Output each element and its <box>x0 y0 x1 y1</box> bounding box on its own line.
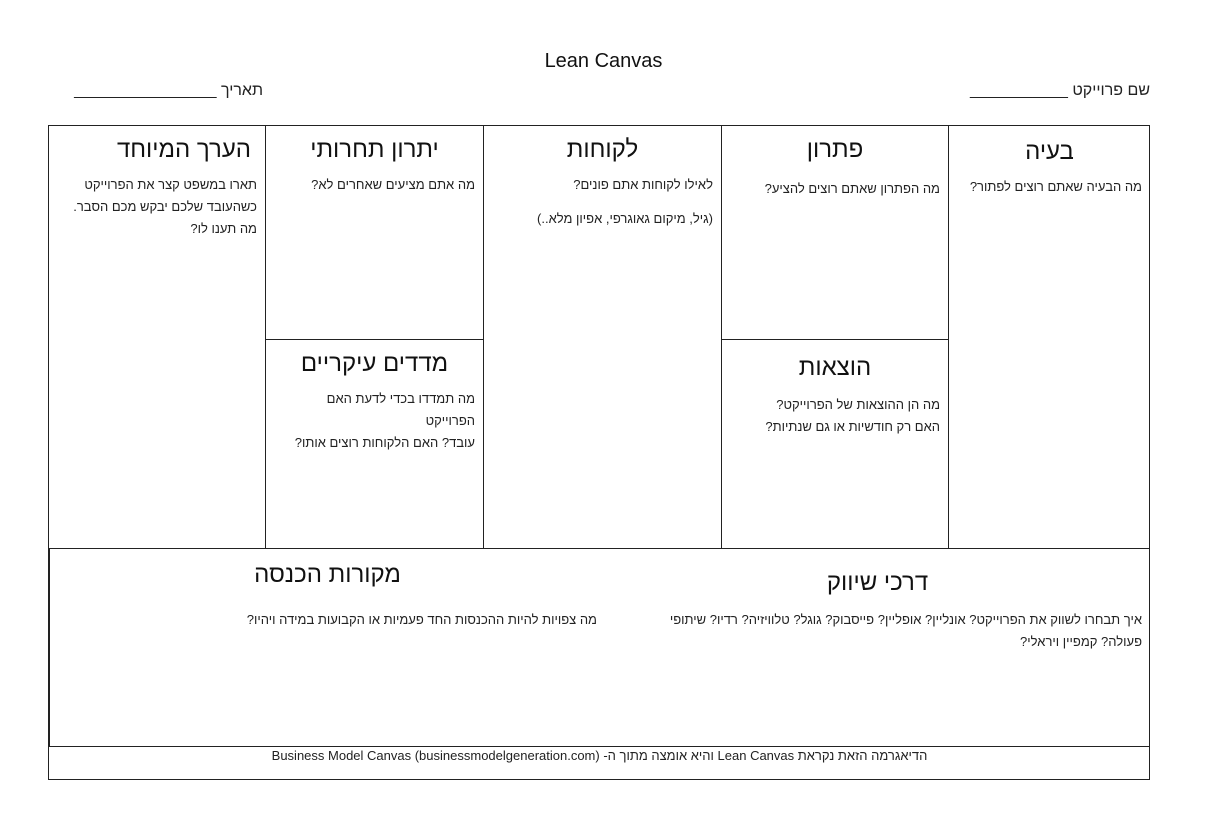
date-field[interactable]: תאריך ________________ <box>74 82 263 99</box>
cell-prompt: מה תמדדו בכדי לדעת האם הפרוייקט <box>326 391 475 428</box>
project-name-field[interactable]: שם פרוייקט ___________ <box>970 82 1150 99</box>
cell-prompt: מה אתם מציעים שאחרים לא? <box>311 177 475 192</box>
cell-competitive-advantage[interactable] <box>265 126 483 340</box>
cell-revenue[interactable] <box>49 548 605 746</box>
cell-prompt: (גיל, מיקום גאוגרפי, אפיון מלא..) <box>537 211 713 226</box>
cell-prompt: מה צפויות להיות ההכנסות החד פעמיות או הקבועות במידה ויהיו? <box>246 612 597 627</box>
cell-prompt: מה הן ההוצאות של הפרוייקט? <box>776 397 940 412</box>
cell-prompt: האם רק חודשיות או גם שנתיות? <box>765 419 940 434</box>
lean-canvas-grid <box>48 125 1150 780</box>
cell-prompt: איך תבחרו לשווק את הפרוייקט? אונליין? אופליין? פייסבוק? גוגל? טלוויזיה? רדיו? שיתופי <box>669 612 1142 627</box>
cell-prompt: מה תענו לו? <box>190 221 257 236</box>
cell-title: הערך המיוחד <box>116 136 251 163</box>
footer-note <box>49 746 1150 780</box>
cell-title: יתרון תחרותי <box>310 136 439 163</box>
cell-problem[interactable] <box>948 126 1150 548</box>
cell-title: בעיה <box>1025 138 1074 165</box>
page-title: Lean Canvas <box>544 50 663 72</box>
cell-title: הוצאות <box>798 354 872 381</box>
cell-title: מקורות הכנסה <box>254 561 401 588</box>
cell-prompt: פעולה? קמפיין ויראלי? <box>1020 634 1142 649</box>
cell-title: פתרון <box>806 136 864 163</box>
cell-key-metrics[interactable] <box>265 340 483 548</box>
cell-prompt: מה הבעיה שאתם רוצים לפתור? <box>969 179 1142 194</box>
cell-title: מדדים עיקריים <box>300 350 449 377</box>
cell-solution[interactable] <box>721 126 948 340</box>
cell-title: דרכי שיווק <box>826 569 929 596</box>
cell-prompt: מה הפתרון שאתם רוצים להציע? <box>764 181 940 196</box>
cell-prompt: לאילו לקוחות אתם פונים? <box>573 177 713 192</box>
cell-unique-value[interactable] <box>49 126 265 548</box>
cell-channels[interactable] <box>605 548 1150 746</box>
cell-prompt: עובד? האם הלקוחות רוצים אותו? <box>294 435 475 450</box>
footer-text: הדיאגרמה הזאת נקראת Lean Canvas והיא אומצה מתוך ה- Business Model Canvas (businessmodelgeneration.com) <box>271 748 928 763</box>
cell-prompt: תארו במשפט קצר את הפרוייקט <box>84 177 257 192</box>
cell-customers[interactable] <box>483 126 721 548</box>
cell-title: לקוחות <box>566 136 639 163</box>
cell-prompt: כשהעובד שלכם יבקש מכם הסבר. <box>73 199 257 214</box>
cell-costs[interactable] <box>721 340 948 548</box>
